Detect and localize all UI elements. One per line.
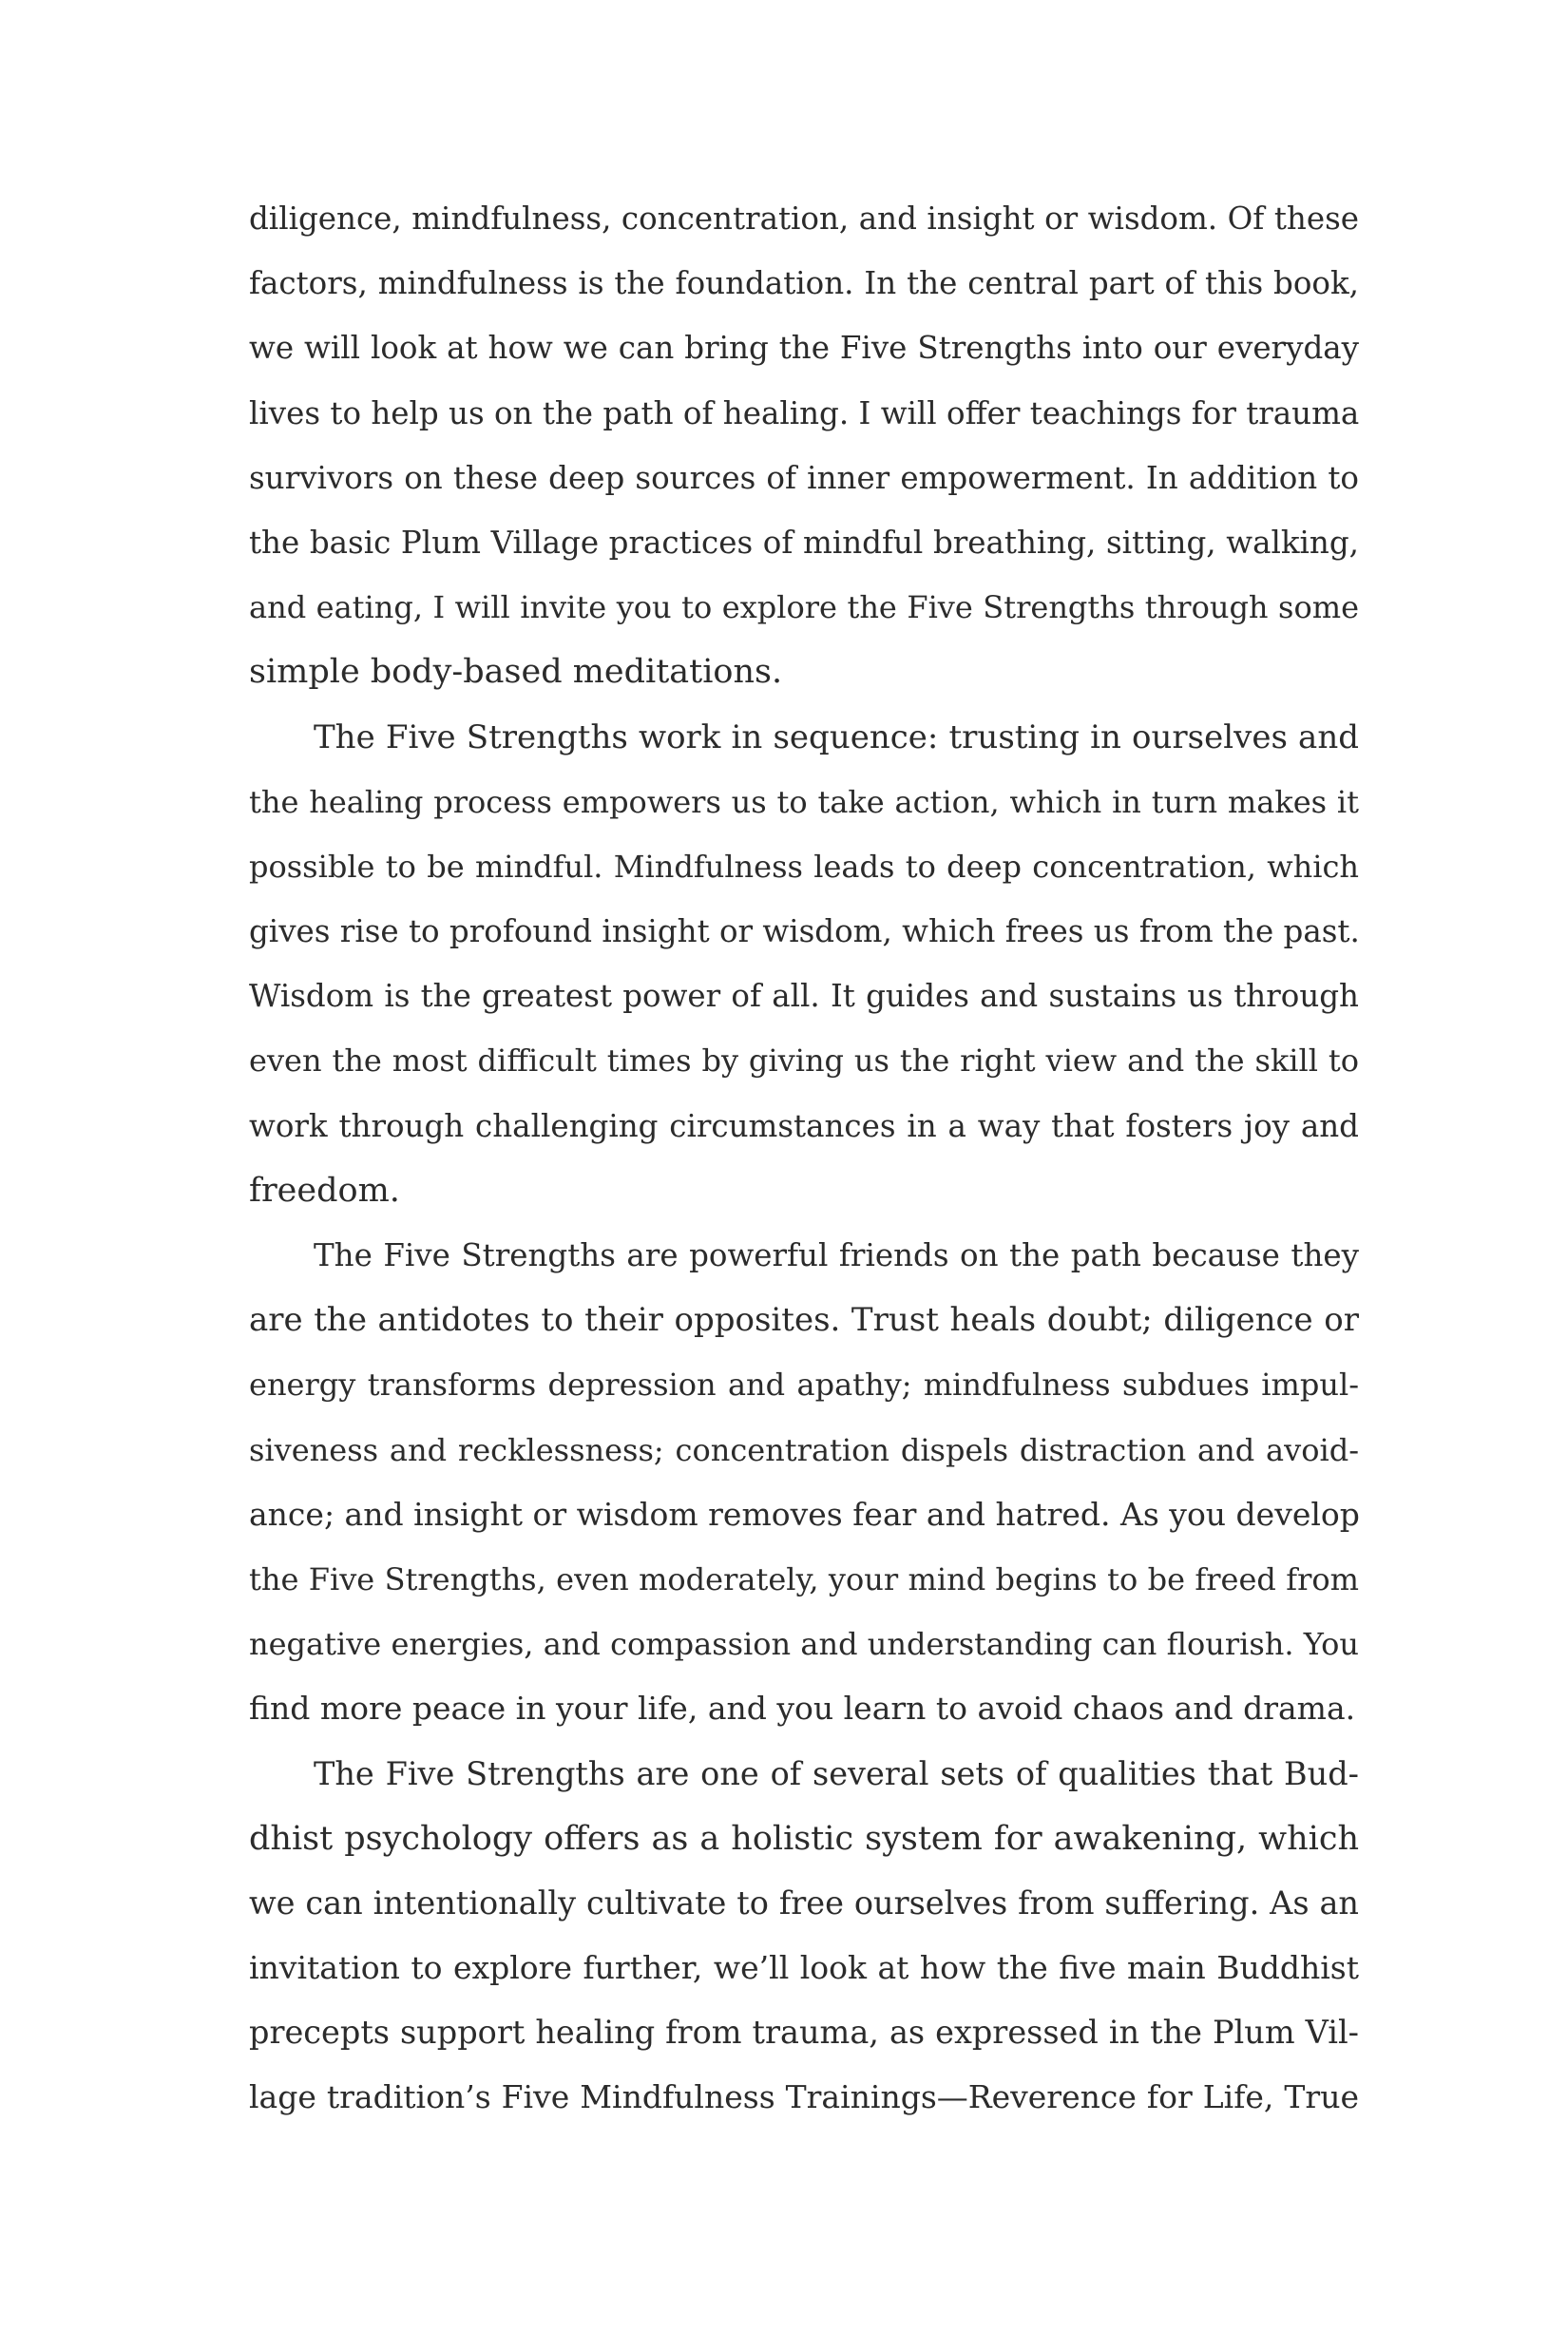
text-line: siveness and recklessness; concentration dispels distraction and avoid- [249, 1431, 1359, 1468]
text-line: find more peace in your life, and you learn to avoid chaos and drama. [249, 1690, 1356, 1728]
text-line: even the most difficult times by giving us the right view and the skill to [249, 1042, 1359, 1080]
text-line: factors, mindfulness is the foundation. In the central part of this book, [249, 265, 1359, 302]
text-line: the healing process empowers us to take action, which in turn makes it [249, 783, 1359, 820]
text-line: diligence, mindfulness, concentration, and insight or wisdom. Of these [249, 201, 1359, 237]
text-line: The Five Strengths are powerful friends on the path because they [314, 1237, 1359, 1273]
text-line: ance; and insight or wisdom removes fear and hatred. As you develop [249, 1495, 1360, 1533]
text-line: negative energies, and compassion and understanding can flourish. You [249, 1626, 1359, 1663]
text-line: simple body-based meditations. [249, 653, 783, 692]
text-line: and eating, I will invite you to explore the Five Strengths through some [249, 589, 1359, 626]
text-line: The Five Strengths work in sequence: trusting in ourselves and [314, 717, 1359, 756]
text-line: energy transforms depression and apathy; mindfulness subdues impul- [249, 1367, 1359, 1404]
text-line: lives to help us on the path of healing. I will offer teachings for trauma [249, 394, 1360, 431]
text-line: invitation to explore further, we’ll look at how the five main Buddhist [249, 1949, 1359, 1987]
body-text [249, 186, 1359, 2131]
text-line: work through challenging circumstances in a way that fosters joy and [249, 1107, 1359, 1144]
text-line: Wisdom is the greatest power of all. It guides and sustains us through [249, 978, 1359, 1015]
text-line: possible to be mindful. Mindfulness leads to deep concentration, which [249, 848, 1359, 885]
text-line: The Five Strengths are one of several sets of qualities that Bud- [314, 1754, 1359, 1792]
text-line: dhist psychology offers as a holistic system for awakening, which [249, 1819, 1359, 1858]
text-line: the basic Plum Village practices of mindful breathing, sitting, walking, [249, 524, 1359, 561]
text-line: are the antidotes to their opposites. Trust heals doubt; diligence or [249, 1301, 1359, 1340]
text-line: freedom. [249, 1171, 400, 1210]
text-line: precepts support healing from trauma, as expressed in the Plum Vil- [249, 2014, 1359, 2052]
text-line: the Five Strengths, even moderately, your mind begins to be freed from [249, 1560, 1359, 1597]
text-line: gives rise to profound insight or wisdom, which frees us from the past. [249, 913, 1360, 950]
text-line: we can intentionally cultivate to free ourselves from suffering. As an [249, 1884, 1359, 1922]
text-line: survivors on these deep sources of inner empowerment. In addition to [249, 459, 1359, 496]
text-line: lage tradition’s Five Mindfulness Trainings—Reverence for Life, True [249, 2078, 1359, 2116]
text-line: we will look at how we can bring the Five Strengths into our everyday [249, 330, 1359, 367]
